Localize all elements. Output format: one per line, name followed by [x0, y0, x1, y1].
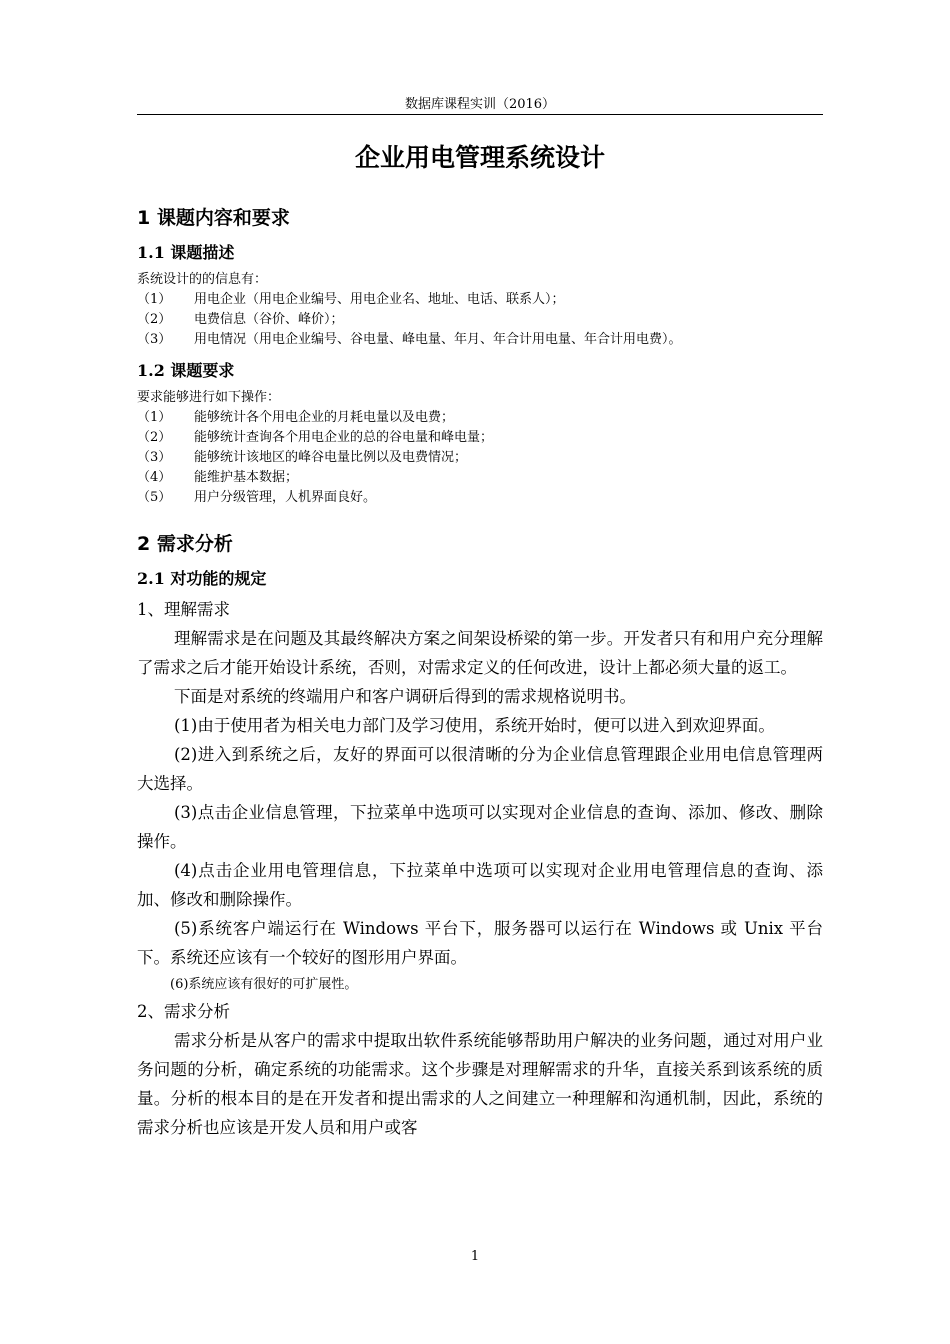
list-item-text: 用户分级管理，人机界面良好。	[194, 490, 377, 505]
section-2-heading: 2 需求分析	[137, 533, 233, 555]
section-1-heading: 1 课题内容和要求	[137, 207, 290, 229]
body-paragraph: 下面是对系统的终端用户和客户调研后得到的需求规格说明书。	[174, 687, 636, 706]
list-item	[137, 468, 823, 488]
list-item-text: 能够统计各个用电企业的月耗电量以及电费；	[194, 410, 455, 425]
list-item-number: （4）	[137, 470, 172, 485]
list-item-text: 用电企业（用电企业编号、用电企业名、地址、电话、联系人）；	[194, 292, 565, 307]
note-paragraph: (6)系统应该有很好的可扩展性。	[170, 977, 358, 992]
section-1-2-intro: 要求能够进行如下操作：	[137, 390, 281, 405]
list-item-text: 电费信息（谷价、峰价）；	[194, 312, 344, 327]
body-paragraph: (5)系统客户端运行在 Windows 平台下，服务器可以运行在 Windows 或 Unix 平台下。系统还应该有一个较好的图形用户界面。	[137, 919, 823, 967]
list-item-number: （5）	[137, 490, 172, 505]
body-paragraph: 需求分析是从客户的需求中提取出软件系统能够帮助用户解决的业务问题，通过对用户业务问题的分析，确定系统的功能需求。这个步骤是对理解需求的升华，直接关系到该系统的质量。分析的根本目的是在开发者和提出需求的人之间建立一种理解和沟通机制，因此，系统的需求分析也应该是开发人员和用户或客	[137, 1031, 823, 1137]
list-item	[137, 310, 823, 330]
header-rule	[137, 114, 823, 115]
list-item-number: （1）	[137, 292, 172, 307]
section-1-1-heading: 1.1 课题描述	[137, 243, 235, 262]
list-item	[137, 330, 823, 350]
section-2-1-heading: 2.1 对功能的规定	[137, 569, 267, 588]
list-item-number: （2）	[137, 312, 172, 327]
list-item	[137, 290, 823, 310]
list-item-number: （3）	[137, 450, 172, 465]
body-paragraph: (2)进入到系统之后，友好的界面可以很清晰的分为企业信息管理跟企业用电信息管理两大选择。	[137, 745, 823, 793]
body-paragraph: (1)由于使用者为相关电力部门及学习使用，系统开始时，便可以进入到欢迎界面。	[174, 716, 775, 735]
list-item	[137, 428, 823, 448]
page-content	[137, 138, 823, 1142]
section-1-1-intro: 系统设计的的信息有：	[137, 272, 268, 287]
part-1-label: 1、理解需求	[137, 600, 230, 619]
list-item-text: 能够统计该地区的峰谷电量比例以及电费情况；	[194, 450, 468, 465]
body-paragraph: (4)点击企业用电管理信息，下拉菜单中选项可以实现对企业用电管理信息的查询、添加、修改和删除操作。	[137, 861, 823, 909]
document-title: 企业用电管理系统设计	[354, 143, 605, 172]
list-item-text: 能维护基本数据；	[194, 470, 299, 485]
part-2-label: 2、需求分析	[137, 1002, 230, 1021]
list-item-number: （3）	[137, 332, 172, 347]
page-header: 数据库课程实训（2016）	[404, 97, 556, 112]
list-item	[137, 448, 823, 468]
list-item	[137, 488, 823, 508]
list-item-text: 用电情况（用电企业编号、谷电量、峰电量、年月、年合计用电量、年合计用电费）。	[194, 332, 682, 347]
page-number: 1	[470, 1249, 480, 1264]
list-item	[137, 408, 823, 428]
list-item-number: （1）	[137, 410, 172, 425]
section-1-2-heading: 1.2 课题要求	[137, 361, 235, 380]
list-item-text: 能够统计查询各个用电企业的总的谷电量和峰电量；	[194, 430, 494, 445]
body-paragraph: (3)点击企业信息管理，下拉菜单中选项可以实现对企业信息的查询、添加、修改、删除操作。	[137, 803, 823, 851]
list-item-number: （2）	[137, 430, 172, 445]
body-paragraph: 理解需求是在问题及其最终解决方案之间架设桥梁的第一步。开发者只有和用户充分理解了需求之后才能开始设计系统，否则，对需求定义的任何改进，设计上都必须大量的返工。	[137, 629, 823, 677]
